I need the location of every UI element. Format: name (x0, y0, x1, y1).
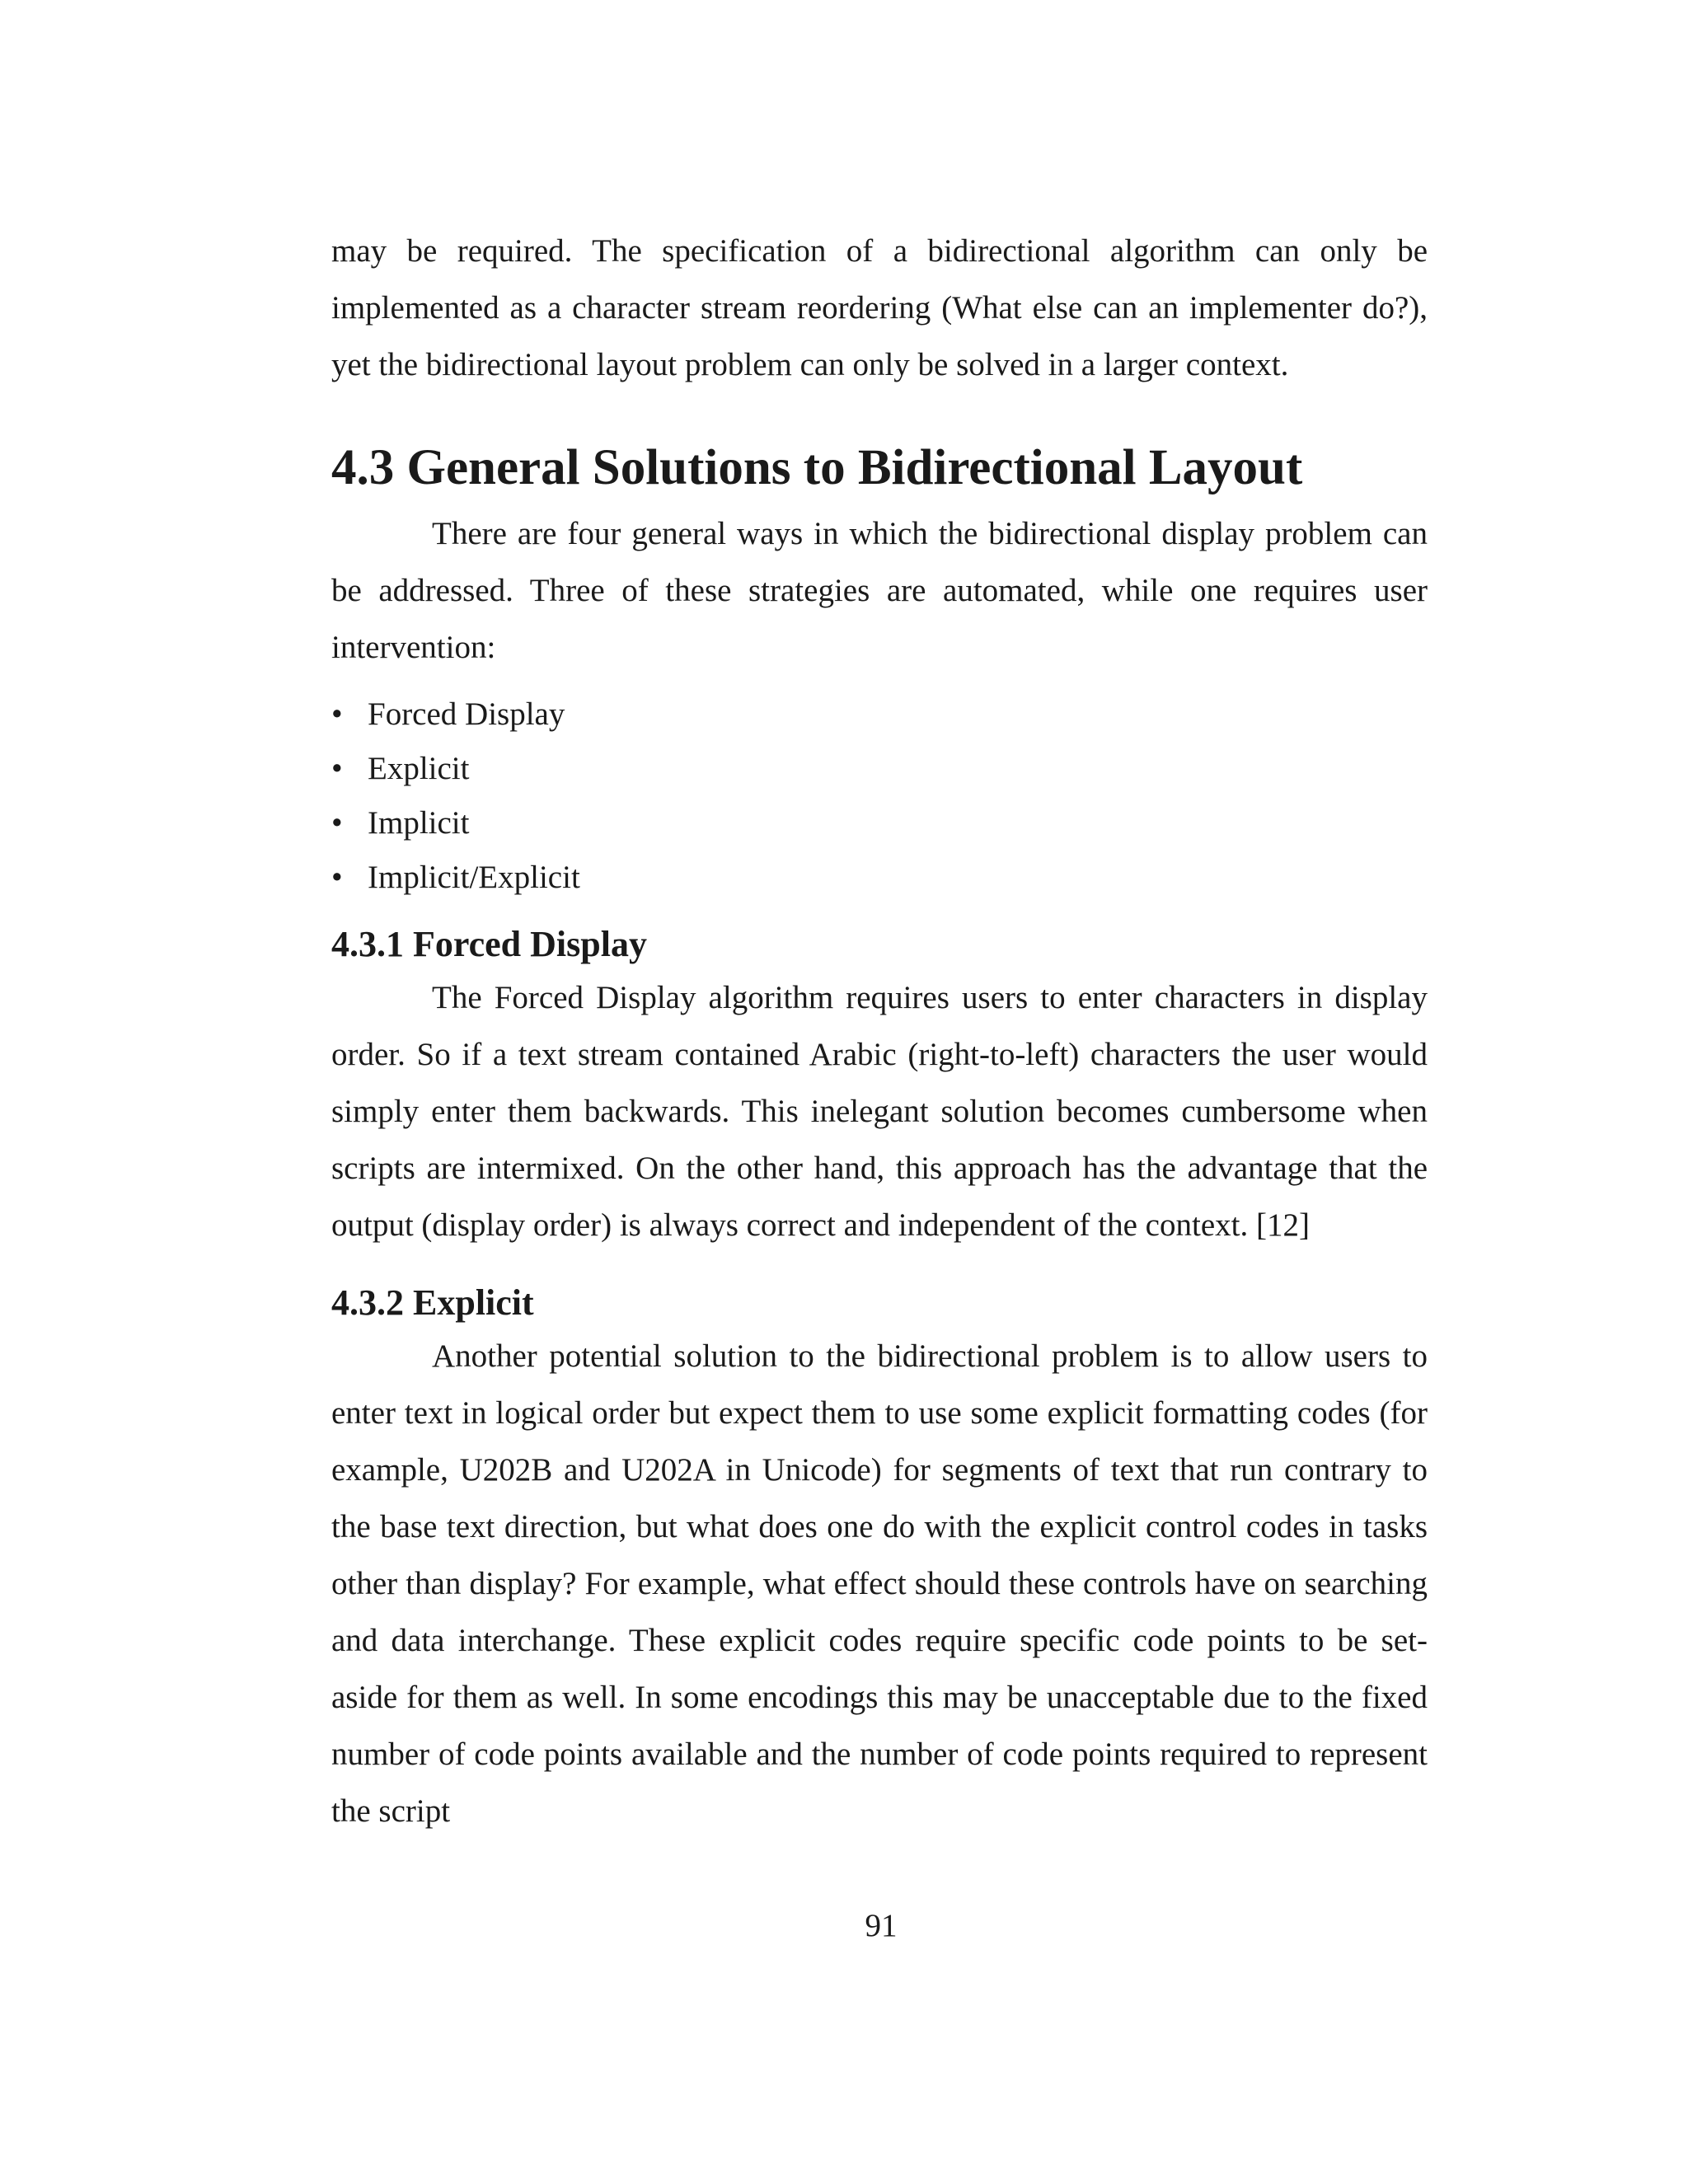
subsection-title-explicit: 4.3.2 Explicit (331, 1282, 534, 1323)
subsection-title-forced-display: 4.3.1 Forced Display (331, 924, 647, 964)
page-number: 91 (865, 1908, 898, 1943)
list-item (331, 742, 1428, 796)
section-paragraph: There are four general ways in which the bidirectional display problem can be addressed. Three of these strategies are automated, while one requires user intervention: (331, 516, 1428, 665)
list-item (331, 796, 1428, 851)
bullet-icon: • (331, 805, 343, 841)
bullet-icon: • (331, 860, 343, 895)
bullet-icon: • (331, 696, 343, 732)
list-item (331, 851, 1428, 905)
list-item (331, 687, 1428, 742)
subsection-paragraph-explicit: Another potential solution to the bidirectional problem is to allow users to enter text in logical order but expect them to use some explicit formatting codes (for example, U202B and U202A in Unicode) for segments of text that run contrary to the base text direction, but what does one do with the explicit control codes in tasks other than display? For example, what effect should these controls have on searching and data interchange. These explicit codes require specific code points to be set-aside for them as well. In some encodings this may be unacceptable due to the fixed number of code points available and the number of code points required to represent the script (331, 1338, 1428, 1829)
section-title: 4.3 General Solutions to Bidirectional Layout (331, 440, 1303, 495)
subsection-paragraph-forced-display: The Forced Display algorithm requires users to enter characters in display order. So if a text stream contained Arabic (right-to-left) characters the user would simply enter them backwards. This inelegant solution becomes cumbersome when scripts are intermixed. On the other hand, this approach has the advantage that the output (display order) is always correct and independent of the context. [12] (331, 980, 1428, 1243)
list-item-label: Explicit (368, 751, 470, 786)
list-item-label: Implicit/Explicit (368, 860, 580, 895)
bullet-icon: • (331, 751, 343, 786)
list-item-label: Implicit (368, 805, 470, 841)
strategy-list (331, 687, 1428, 905)
intro-paragraph: may be required. The specification of a bidirectional algorithm can only be implemented as a character stream reordering (What else can an implementer do?), yet the bidirectional layout problem can only be solved in a larger context. (331, 233, 1428, 382)
page-body (331, 223, 1428, 1840)
list-item-label: Forced Display (368, 696, 565, 732)
